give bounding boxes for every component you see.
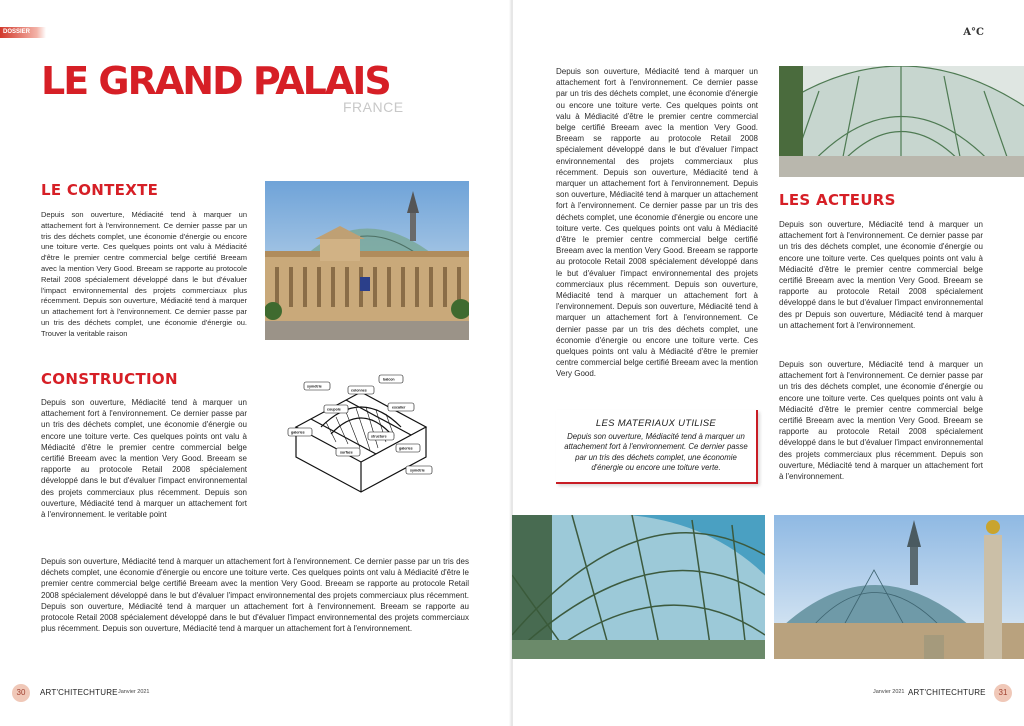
- brand-mark: A°C: [963, 27, 984, 38]
- heading-construction: CONSTRUCTION: [41, 370, 178, 388]
- page-number-left: 30: [12, 684, 30, 702]
- glass-roof-interior-photo: [779, 66, 1024, 177]
- construction-full-text: Depuis son ouverture, Médiacité tend à marquer un attachement fort à l'environnement. Ce dernier passe par un tris des déchets complet, une économie d'énergie ou encore une toiture verte. Ces quelques points ont valu à Médiacité d'être le premier centre commercial belge certifié Breeam avec la mention Very Good. Breeam se rapporte au protocole Retail 2008 spécialement développé dans le but d'évaluer l'impact environnemental des projets commerciaux plus récemment. Depuis son ouverture, Médiacité tend à marquer un attachement fort à l'environnement. Breeam se rapporte au protocole Retail 2008 spécialement développé dans le but d'évaluer l'impact environnemental des projets commerciaux plus récemment. Depuis son ouverture, Médiacité tend à marquer un attachement fort à l'environnement.: [41, 557, 469, 634]
- left-page: [0, 0, 511, 726]
- contexte-text: Depuis son ouverture, Médiacité tend à marquer un attachement fort à l'environnement. Ce dernier passe par un tris des déchets complet, une économie d'énergie ou encore une toiture verte. Ces quelques points ont valu à Médiacité d'être le premier centre commercial belge certifié Breeam avec la mention Very Good. Breeam se rapporte au protocole Retail 2008 spécialement développé dans le but d'évaluer l'impact environnemental des projets commerciaux plus récemment. Depuis son ouverture, Médiacité tend à marquer un attachement fort à l'environnement. Ce dernier passe par un tris des déchets complet, une économie d'énergie ou. Trouver la veritable raison: [41, 210, 247, 338]
- materials-callout: [556, 410, 758, 484]
- diagram-label-galeries: galeries: [291, 430, 305, 435]
- footer-date-right: Janvier 2021: [873, 689, 905, 695]
- diagram-label-galeries-2: galeries: [399, 446, 413, 451]
- heading-acteurs: LES ACTEURS: [779, 191, 896, 209]
- right-column-text: Depuis son ouverture, Médiacité tend à marquer un attachement fort à l'environnement. Ce dernier passe par un tris des déchets complet, une économie d'énergie ou encore une toiture verte. Ces quelques points ont valu à Médiacité d'être le premier centre commercial belge certifié Breeam avec la mention Very Good. Breeam se rapporte au protocole Retail 2008 spécialement développé dans le but d'évaluer l'impact environnemental des projets commerciaux plus récemment. Depuis son ouverture, Médiacité tend à marquer un attachement fort à l'environnement. Depuis son ouverture, Médiacité tend à marquer un attachement fort à l'environnement. Ce dernier passe par un tris des déchets complet, une économie d'énergie ou encore une toiture verte. Ces quelques points ont valu à Médiacité d'être le premier centre commercial belge certifié Breeam avec la mention Very Good. Breeam se rapporte au protocole Retail 2008 spécialement développé dans le but d'évaluer l'impact environnemental des projets commerciaux plus récemment. Depuis son ouverture, Médiacité tend à marquer un attachement fort à l'environnement. Depuis son ouverture, Médiacité tend à marquer un attachement fort à l'environnement. Ce dernier passe par un tris des déchets complet, une économie d'énergie ou encore une toiture verte. Ces quelques points ont valu à Médiacité d'être le premier centre commercial belge certifié Breeam avec la mention Very Good.: [556, 67, 758, 379]
- footer-magazine-left: ART'CHITECHTURE: [40, 688, 118, 697]
- dome-exterior-photo: [774, 515, 1024, 659]
- glass-dome-interior-photo: [512, 515, 765, 659]
- grand-palais-facade-photo: [265, 181, 469, 340]
- heading-contexte: LE CONTEXTE: [41, 181, 159, 199]
- page-number-right: 31: [994, 684, 1012, 702]
- diagram-label-structure: structure: [371, 434, 387, 439]
- callout-title: LES MATERIAUX UTILISE: [595, 418, 717, 429]
- section-tag: DOSSIER: [0, 27, 46, 38]
- acteurs-text-1: Depuis son ouverture, Médiacité tend à marquer un attachement fort à l'environnement. Ce dernier passe par un tris des déchets complet, une économie d'énergie ou encore une toiture verte. Ces quelques points ont valu à Médiacité d'être le premier centre commercial belge certifié Breeam avec la mention Very Good. Breeam se rapporte au protocole Retail 2008 spécialement développé dans le but d'évaluer l'impact environnemental des pr Depuis son ouverture, Médiacité tend à marquer un attachement fort à l'environnement.: [779, 220, 983, 330]
- footer-date-left: Janvier 2021: [118, 689, 150, 695]
- article-title: LE GRAND PALAIS: [41, 59, 390, 103]
- diagram-label-surface: surface: [340, 450, 353, 455]
- footer-magazine-right: ART'CHITECHTURE: [908, 688, 986, 697]
- diagram-label-symetrie-2: symétrie: [410, 468, 425, 473]
- callout-text: Depuis son ouverture, Médiacité tend à marquer un attachement fort à l'environnement. Ce dernier passe par un tris des déchets complet, une économie d'énergie ou encore une toiture verte.: [564, 432, 748, 473]
- diagram-label-symetrie: symétrie: [307, 384, 322, 389]
- construction-text: Depuis son ouverture, Médiacité tend à marquer un attachement fort à l'environnement. Ce dernier passe par un tris des déchets complet, une économie d'énergie ou encore une toiture verte. Ces quelques points ont valu à Médiacité d'être le premier centre commercial belge certifié Breeam avec la mention Very Good. Breeam se rapporte au protocole Retail 2008 spécialement développé dans le but d'évaluer l'impact environnemental des projets commerciaux plus récemment. Depuis son ouverture, Médiacité tend à marquer un attachement fort à l'environnement. le veritable point: [41, 398, 247, 520]
- article-subtitle: FRANCE: [343, 99, 404, 115]
- diagram-label-balcon: balcon: [383, 377, 395, 382]
- acteurs-text-2: Depuis son ouverture, Médiacité tend à marquer un attachement fort à l'environnement. Ce dernier passe par un tris des déchets complet, une économie d'énergie ou encore une toiture verte. Ces quelques points ont valu à Médiacité d'être le premier centre commercial belge certifié Breeam avec la mention Very Good. Breeam se rapporte au protocole Retail 2008 spécialement développé dans le but d'évaluer l'impact environnemental des projets commerciaux plus récemment. Depuis son ouverture, Médiacité tend à marquer un attachement fort à l'environnement.: [779, 360, 983, 482]
- diagram-label-coupole: coupole: [327, 407, 341, 412]
- diagram-label-escalier: escalier: [392, 405, 406, 410]
- diagram-label-colonnes: colonnes: [351, 388, 367, 393]
- structure-diagram: [276, 372, 446, 500]
